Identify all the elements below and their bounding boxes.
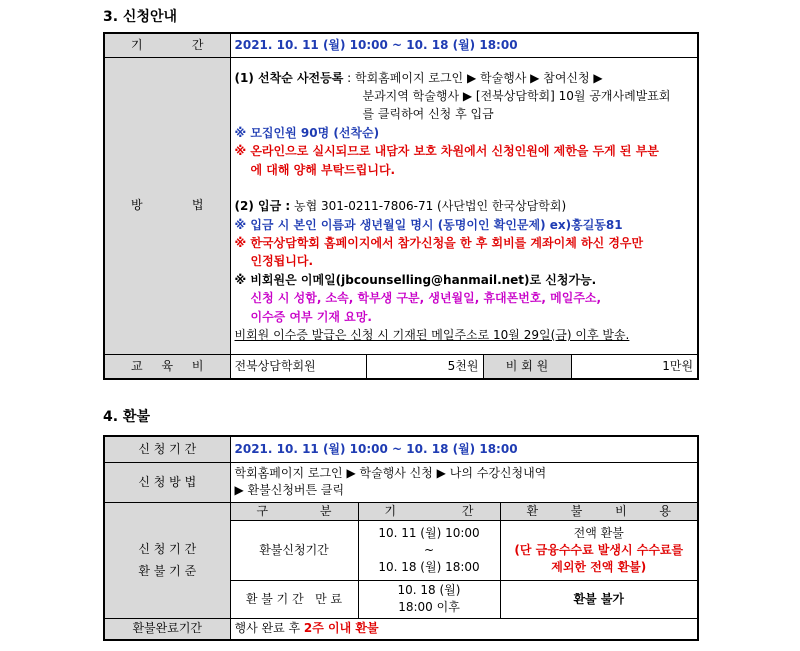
refund-method-value <box>230 462 698 502</box>
refund-period-value: 2021. 10. 11 (월) 10:00 ~ 10. 18 (월) 18:00 <box>230 436 698 462</box>
fee-member-value: 5천원 <box>366 354 483 379</box>
step1-line3: 를 클릭하여 신청 후 입금 <box>362 107 494 122</box>
complete-row <box>104 618 698 640</box>
refund-period-row <box>104 436 698 462</box>
refund-table <box>103 435 699 641</box>
note-certificate: 비회원 이수증 발급은 신청 시 기재된 메일주소로 10월 29일(금) 이후 발송. <box>234 327 630 342</box>
row1-period: 10. 11 (월) 10:00 ~ 10. 18 (월) 18:00 <box>358 520 500 580</box>
refund-method-line2: ▶ 환불신청버튼 클릭 <box>234 483 345 497</box>
method-label: 방 법 <box>104 57 230 354</box>
step1-line1: : 학회홈페이지 로그인 ▶ 학술행사 ▶ 참여신청 ▶ <box>343 70 603 85</box>
row1-type: 환불신청기간 <box>230 520 358 580</box>
period-row <box>104 33 698 57</box>
period-label: 기 간 <box>104 33 230 57</box>
note-nonmember-3: 이수증 여부 기재 요망. <box>250 309 372 324</box>
method-row <box>104 57 698 354</box>
step1-head: (1) 선착순 사전등록 <box>234 70 344 85</box>
step2-head: (2) 입금 : <box>234 199 291 214</box>
refund-period-label: 신 청 기 간 <box>104 436 230 462</box>
section-title-refund: 4. 환불 <box>103 409 150 425</box>
row2-type: 환 불 기 간 만 료 <box>230 580 358 618</box>
row2-period: 10. 18 (월) 18:00 이후 <box>358 580 500 618</box>
row2-refund: 환불 불가 <box>500 580 698 618</box>
fee-member-label: 전북상담학회원 <box>230 354 366 379</box>
note-online-2: 에 대해 양해 부탁드립니다. <box>250 162 396 177</box>
note-nonmember-2: 신청 시 성함, 소속, 학부생 구분, 생년월일, 휴대폰번호, 메일주소, <box>250 291 602 306</box>
note-member-1: ※ 한국상담학회 홈페이지에서 참가신청을 한 후 회비를 계좌이체 하신 경우만 <box>234 235 644 250</box>
complete-value: 행사 완료 후 2주 이내 환불 <box>230 618 698 640</box>
criteria-label: 신 청 기 간 환 불 기 준 <box>104 502 230 618</box>
method-content <box>230 57 698 354</box>
refund-method-row <box>104 462 698 502</box>
note-capacity: ※ 모집인원 90명 (선착순) <box>234 125 380 140</box>
fee-row <box>104 354 698 379</box>
complete-label: 환불완료기간 <box>104 618 230 640</box>
note-name: ※ 입금 시 본인 이름과 생년월일 명시 (동명이인 확인문제) ex)홍길동81 <box>234 217 623 232</box>
refund-method-label: 신 청 방 법 <box>104 462 230 502</box>
fee-nonmember-value: 1만원 <box>571 354 698 379</box>
note-member-2: 인정됩니다. <box>250 254 314 269</box>
col-type-header: 구 분 <box>230 502 358 520</box>
step2-text: 농협 301-0211-7806-71 (사단법인 한국상담학회) <box>290 199 567 214</box>
col-refund-header: 환 불 비 용 <box>500 502 698 520</box>
fee-nonmember-label: 비 회 원 <box>483 354 571 379</box>
col-period-header: 기 간 <box>358 502 500 520</box>
row1-refund: 전액 환불 (단 금융수수료 발생시 수수료를 제외한 전액 환불) <box>500 520 698 580</box>
period-value: 2021. 10. 11 (월) 10:00 ~ 10. 18 (월) 18:00 <box>230 33 698 57</box>
note-online-1: ※ 온라인으로 실시되므로 내담자 보호 차원에서 신청인원에 제한을 두게 된 부분 <box>234 144 659 159</box>
section-title-apply: 3. 신청안내 <box>103 9 178 25</box>
fee-label: 교 육 비 <box>104 354 230 379</box>
note-nonmember-1: ※ 비회원은 이메일(jbcounselling@hanmail.net)로 신청가능. <box>234 272 597 287</box>
refund-method-line1: 학회홈페이지 로그인 ▶ 학술행사 신청 ▶ 나의 수강신청내역 <box>234 466 547 480</box>
step1-line2: 분과지역 학술행사 ▶ [전북상담학회] 10월 공개사례발표회 <box>362 89 671 104</box>
criteria-header-row <box>104 502 698 520</box>
apply-info-table <box>103 32 699 380</box>
